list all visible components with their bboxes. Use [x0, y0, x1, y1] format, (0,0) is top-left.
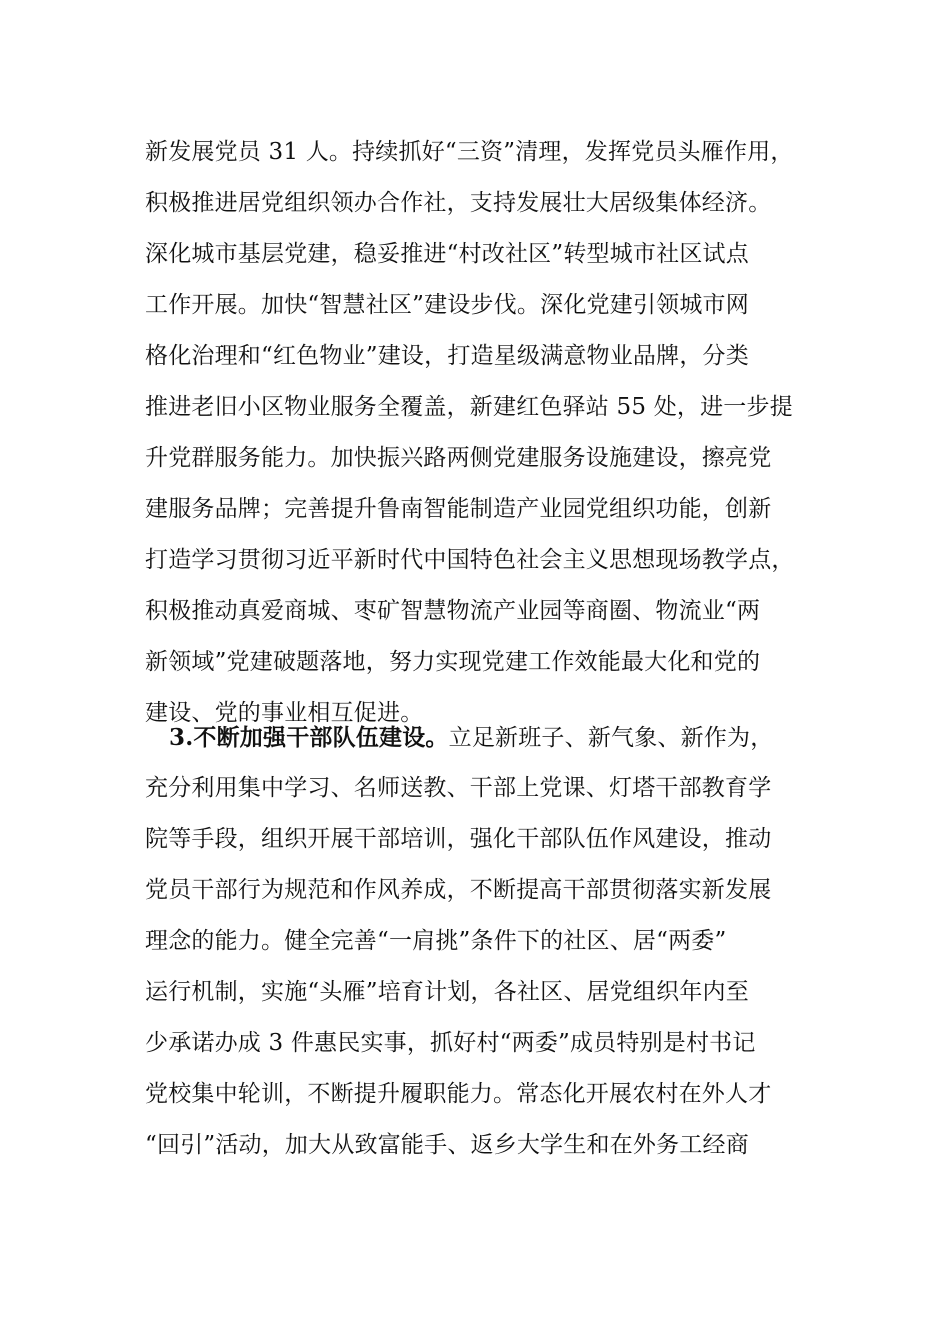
- text-line: 院等手段，组织开展干部培训，强化干部队伍作风建设，推动: [145, 826, 772, 852]
- text-line: 建设、党的事业相互促进。: [145, 700, 424, 726]
- text-line: 少承诺办成 3 件惠民实事，抓好村“两委”成员特别是村书记: [145, 1030, 756, 1056]
- text-line: 升党群服务能力。加快振兴路两侧党建服务设施建设，擦亮党: [145, 445, 772, 471]
- text-line: 新发展党员 31 人。持续抓好“三资”清理，发挥党员头雁作用，: [145, 139, 794, 165]
- text-line: 打造学习贯彻习近平新时代中国特色社会主义思想现场教学点，: [145, 547, 795, 573]
- text-line: 积极推进居党组织领办合作社，支持发展壮大居级集体经济。: [145, 190, 772, 216]
- text-line: 运行机制，实施“头雁”培育计划，各社区、居党组织年内至: [145, 979, 749, 1005]
- text-line: 建服务品牌；完善提升鲁南智能制造产业园党组织功能，创新: [145, 496, 772, 522]
- text-line: 充分利用集中学习、名师送教、干部上党课、灯塔干部教育学: [145, 775, 772, 801]
- text-line: “回引”活动，加大从致富能手、返乡大学生和在外务工经商: [145, 1132, 749, 1158]
- text-line: 积极推动真爱商城、枣矿智慧物流产业园等商圈、物流业“两: [145, 598, 761, 624]
- text-line: 深化城市基层党建，稳妥推进“村改社区”转型城市社区试点: [145, 241, 749, 267]
- paragraph-cadre-team: [145, 712, 825, 1171]
- text-line: 党校集中轮训，不断提升履职能力。常态化开展农村在外人才: [145, 1081, 772, 1107]
- section-heading: 3.不断加强干部队伍建设。: [169, 724, 449, 751]
- text-line: 新领域”党建破题落地，努力实现党建工作效能最大化和党的: [145, 649, 761, 675]
- text-fragment: 立足新班子、新气象、新作为，: [448, 725, 774, 751]
- text-line: 党员干部行为规范和作风养成，不断提高干部贯彻落实新发展: [145, 877, 772, 903]
- text-line: 工作开展。加快“智慧社区”建设步伐。深化党建引领城市网: [145, 292, 749, 318]
- paragraph-first-line: [145, 712, 825, 763]
- text-line: 格化治理和“红色物业”建设，打造星级满意物业品牌，分类: [145, 343, 749, 369]
- text-line: 理念的能力。健全完善“一肩挑”条件下的社区、居“两委”: [145, 928, 727, 954]
- paragraph-party-building: [145, 127, 825, 739]
- text-line: 推进老旧小区物业服务全覆盖，新建红色驿站 55 处，进一步提: [145, 394, 793, 420]
